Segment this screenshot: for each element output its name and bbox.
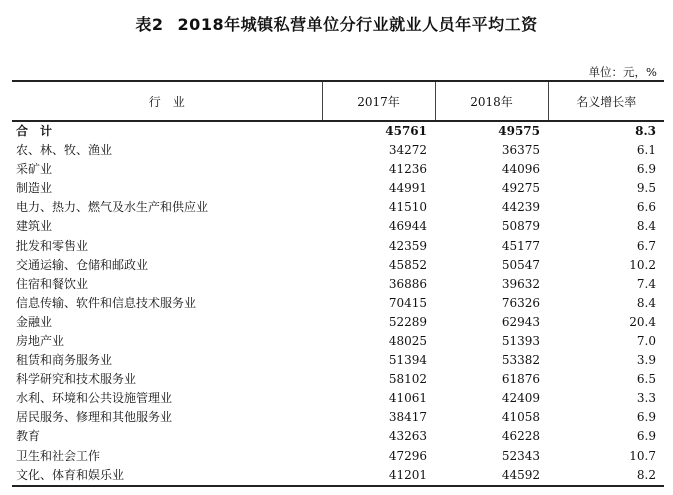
value-2017-cell: 41201 [322, 466, 435, 486]
value-2017-cell: 43263 [388, 429, 427, 444]
table-row [12, 236, 664, 255]
table-row [12, 179, 664, 198]
value-2017-cell: 41061 [388, 391, 427, 406]
table-row [12, 389, 664, 408]
table-row [12, 332, 664, 351]
industry-cell: 房地产业 [16, 333, 65, 348]
industry-cell: 农、林、牧、渔业 [16, 143, 113, 158]
growth-cell: 10.7 [629, 448, 656, 463]
growth-cell: 8.3 [635, 124, 656, 138]
growth-cell: 6.7 [636, 238, 656, 253]
table-row [12, 351, 664, 370]
wage-table [12, 80, 664, 487]
industry-cell: 建筑业 [16, 219, 53, 234]
industry-cell: 批发和零售业 [16, 238, 89, 253]
industry-cell: 合 计 [16, 124, 53, 138]
value-2018-cell: 62943 [501, 314, 540, 329]
growth-cell: 8.4 [636, 219, 656, 234]
table-title-text: 2018年城镇私营单位分行业就业人员年平均工资 [177, 15, 538, 34]
value-2017-cell: 70415 [388, 295, 427, 310]
value-2017-cell: 41510 [388, 200, 427, 215]
table-row [12, 217, 664, 236]
table-row [12, 313, 664, 332]
value-2018-cell: 53382 [501, 353, 540, 368]
industry-cell: 信息传输、软件和信息技术服务业 [16, 295, 197, 310]
industry-cell: 文化、体育和娱乐业 [12, 466, 322, 486]
value-2018-cell: 50547 [501, 257, 540, 272]
value-2017-cell: 48025 [388, 333, 427, 348]
table-row [12, 408, 664, 427]
value-2017-cell: 44991 [388, 181, 427, 196]
value-2018-cell: 42409 [501, 391, 540, 406]
value-2018-cell: 44096 [501, 162, 540, 177]
table-row [12, 466, 664, 486]
value-2018-cell: 49275 [501, 181, 540, 196]
growth-cell: 6.9 [636, 162, 656, 177]
header-industry: 行 业 [12, 81, 322, 121]
industry-cell: 租赁和商务服务业 [16, 353, 113, 368]
header-2017: 2017年 [322, 81, 435, 121]
industry-cell: 采矿业 [16, 162, 53, 177]
value-2018-cell: 44239 [501, 200, 540, 215]
growth-cell: 6.5 [636, 372, 656, 387]
value-2018-cell: 36375 [501, 143, 540, 158]
value-2018-cell: 52343 [501, 448, 540, 463]
value-2018-cell: 61876 [501, 372, 540, 387]
table-row [12, 370, 664, 389]
value-2017-cell: 47296 [388, 448, 427, 463]
value-2017-cell: 45761 [385, 124, 427, 138]
value-2017-cell: 38417 [388, 410, 427, 425]
growth-cell: 7.0 [636, 333, 656, 348]
table-header-row [12, 81, 664, 121]
table-row [12, 160, 664, 179]
table-row [12, 141, 664, 160]
growth-cell: 8.4 [636, 295, 656, 310]
value-2017-cell: 41236 [388, 162, 427, 177]
growth-cell: 8.2 [548, 466, 664, 486]
industry-cell: 住宿和餐饮业 [16, 276, 89, 291]
value-2018-cell: 49575 [498, 124, 540, 138]
value-2018-cell: 51393 [501, 333, 540, 348]
growth-cell: 6.1 [636, 143, 656, 158]
table-row [12, 447, 664, 466]
table-row [12, 198, 664, 217]
value-2018-cell: 45177 [501, 238, 540, 253]
growth-cell: 6.9 [636, 410, 656, 425]
value-2018-cell: 76326 [501, 295, 540, 310]
growth-cell: 7.4 [636, 276, 656, 291]
value-2018-cell: 46228 [501, 429, 540, 444]
table-body [12, 121, 664, 486]
table-row [12, 294, 664, 313]
value-2017-cell: 36886 [388, 276, 427, 291]
table-row [12, 427, 664, 446]
table-row [12, 256, 664, 275]
unit-note: 单位：元，% [588, 65, 657, 79]
value-2017-cell: 51394 [388, 353, 427, 368]
value-2017-cell: 52289 [388, 314, 427, 329]
table-number: 表2 [135, 15, 164, 34]
growth-cell: 9.5 [636, 181, 656, 196]
industry-cell: 教育 [16, 429, 41, 444]
header-growth: 名义增长率 [548, 81, 664, 121]
industry-cell: 金融业 [16, 314, 53, 329]
value-2017-cell: 42359 [388, 238, 427, 253]
value-2017-cell: 58102 [388, 372, 427, 387]
industry-cell: 科学研究和技术服务业 [16, 372, 137, 387]
growth-cell: 20.4 [629, 314, 656, 329]
industry-cell: 交通运输、仓储和邮政业 [16, 257, 149, 272]
industry-cell: 电力、热力、燃气及水生产和供应业 [16, 200, 209, 215]
page-title [0, 12, 673, 35]
industry-cell: 水利、环境和公共设施管理业 [16, 391, 173, 406]
growth-cell: 6.6 [636, 200, 656, 215]
table-row [12, 275, 664, 294]
growth-cell: 10.2 [629, 257, 656, 272]
growth-cell: 3.3 [636, 391, 656, 406]
value-2018-cell: 39632 [501, 276, 540, 291]
growth-cell: 3.9 [636, 353, 656, 368]
value-2018-cell: 41058 [501, 410, 540, 425]
value-2018-cell: 50879 [501, 219, 540, 234]
header-2018: 2018年 [435, 81, 548, 121]
industry-cell: 卫生和社会工作 [16, 448, 101, 463]
industry-cell: 制造业 [16, 181, 53, 196]
value-2017-cell: 45852 [388, 257, 427, 272]
industry-cell: 居民服务、修理和其他服务业 [16, 410, 173, 425]
value-2017-cell: 46944 [388, 219, 427, 234]
value-2018-cell: 44592 [435, 466, 548, 486]
value-2017-cell: 34272 [388, 143, 427, 158]
growth-cell: 6.9 [636, 429, 656, 444]
table-row-total [12, 121, 664, 141]
